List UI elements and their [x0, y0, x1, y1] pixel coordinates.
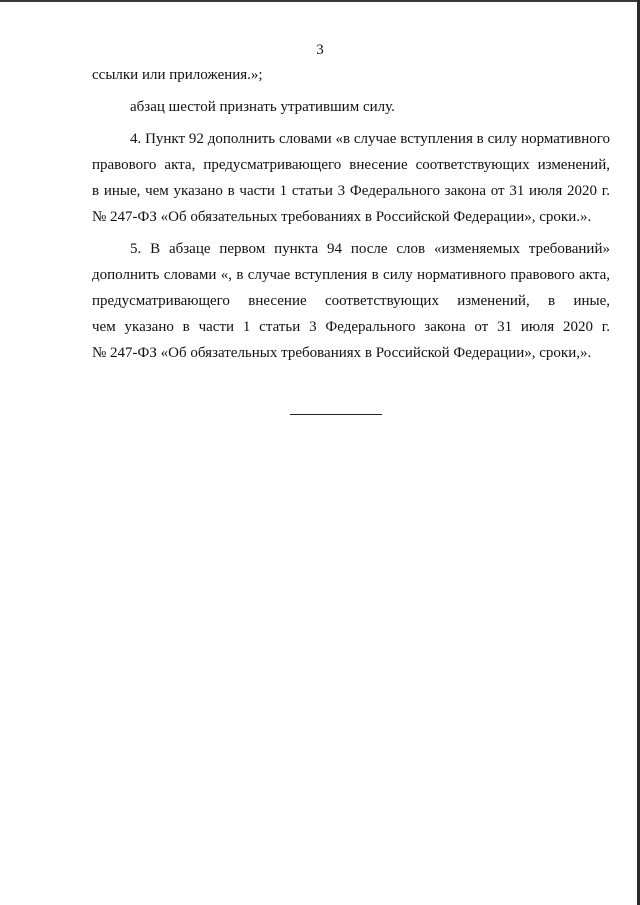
- paragraph-continuation: [92, 62, 610, 88]
- paragraph-item-5: [92, 236, 610, 366]
- text-line: № 247-ФЗ «Об обязательных требованиях в Российской Федерации», сроки.».: [92, 209, 592, 225]
- text-line: 4. Пункт 92 дополнить словами «в случае вступления в силу нормативного: [130, 131, 610, 147]
- end-separator-rule: [290, 414, 382, 415]
- text-line: предусматривающего внесение соответствующих изменений, в иные,: [92, 293, 610, 309]
- text-line: абзац шестой признать утратившим силу.: [130, 99, 395, 115]
- text-line: № 247-ФЗ «Об обязательных требованиях в Российской Федерации», сроки,».: [92, 345, 592, 361]
- text-line: ссылки или приложения.»;: [92, 67, 263, 83]
- scan-edge-top: [0, 0, 640, 2]
- document-body: [92, 62, 610, 366]
- text-line: правового акта, предусматривающего внесение соответствующих изменений,: [92, 157, 610, 173]
- paragraph-abzac-shestoy: [92, 94, 610, 120]
- paragraph-item-4: [92, 126, 610, 230]
- text-line: чем указано в части 1 статьи 3 Федерального закона от 31 июля 2020 г.: [92, 319, 610, 335]
- text-line: дополнить словами «, в случае вступления в силу нормативного правового акта,: [92, 267, 610, 283]
- text-line: 5. В абзаце первом пункта 94 после слов «изменяемых требований»: [130, 241, 610, 257]
- page-number: 3: [316, 42, 324, 58]
- text-line: в иные, чем указано в части 1 статьи 3 Федерального закона от 31 июля 2020 г.: [92, 183, 610, 199]
